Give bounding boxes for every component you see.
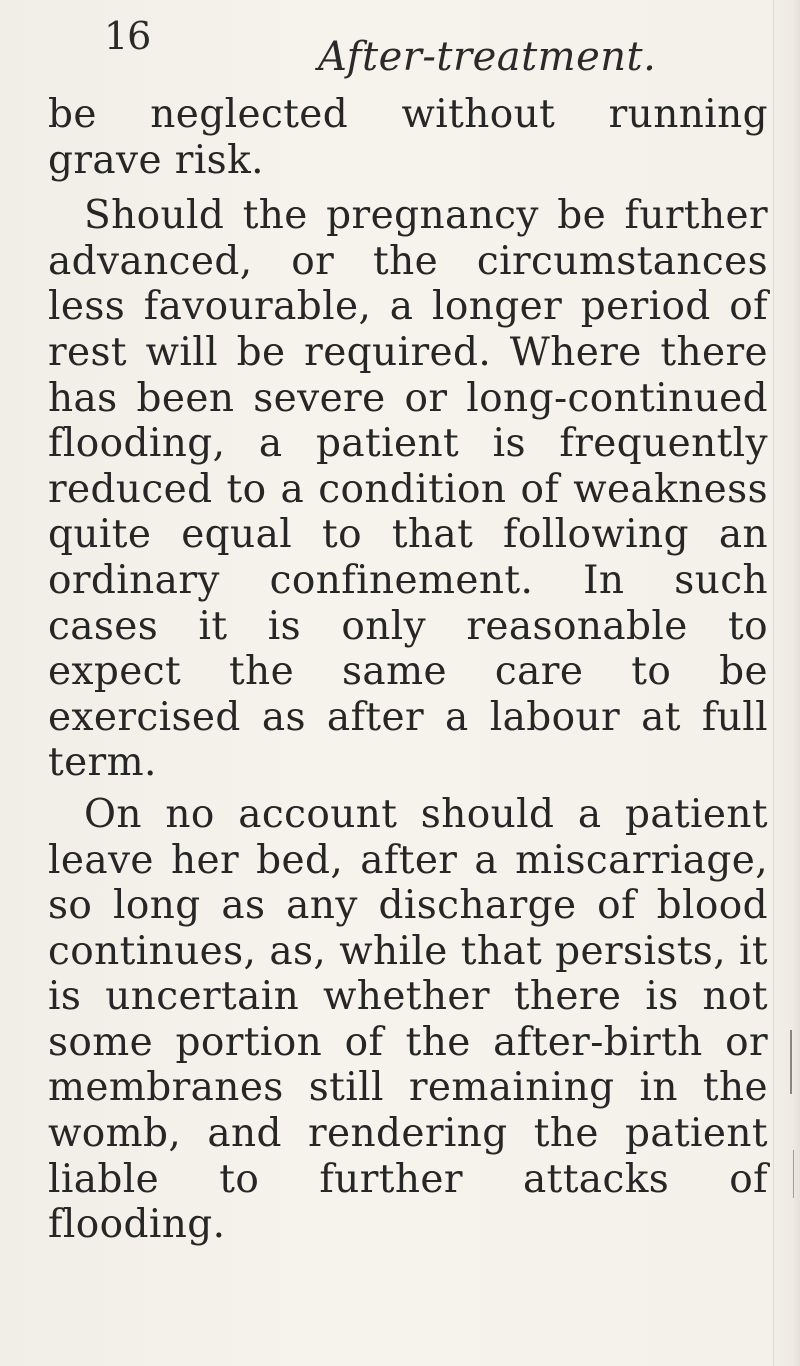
paragraph-pregnancy-advanced: Should the pregnancy be further advanced, or the circumstances less favourable, a longer period of rest will be required. Where there has been severe or long-continued flooding, a patient is frequently reduced to a condition of weakness quite equal to that following an ordinary confinement. In such cases it is only reasonable to expect the same care to be exercised as after a labour at full term. bbox=[48, 193, 768, 786]
page-edge-mark bbox=[793, 1150, 794, 1198]
page-edge-mark bbox=[790, 1030, 792, 1094]
paragraph-leave-bed: On no account should a patient leave her bed, after a miscarriage, so long as any discharge of blood continues, as, while that persists, it is uncertain whether there is not some portion of the after-birth or membranes still remaining in the womb, and rendering the patient liable to further attacks of flooding. bbox=[48, 791, 768, 1248]
running-title: After-treatment. bbox=[318, 34, 657, 80]
page-number: 16 bbox=[104, 14, 151, 58]
body-text bbox=[48, 92, 768, 1248]
page-edge bbox=[773, 0, 800, 1366]
paragraph-continuation: be neglected without running grave risk. bbox=[48, 92, 768, 183]
